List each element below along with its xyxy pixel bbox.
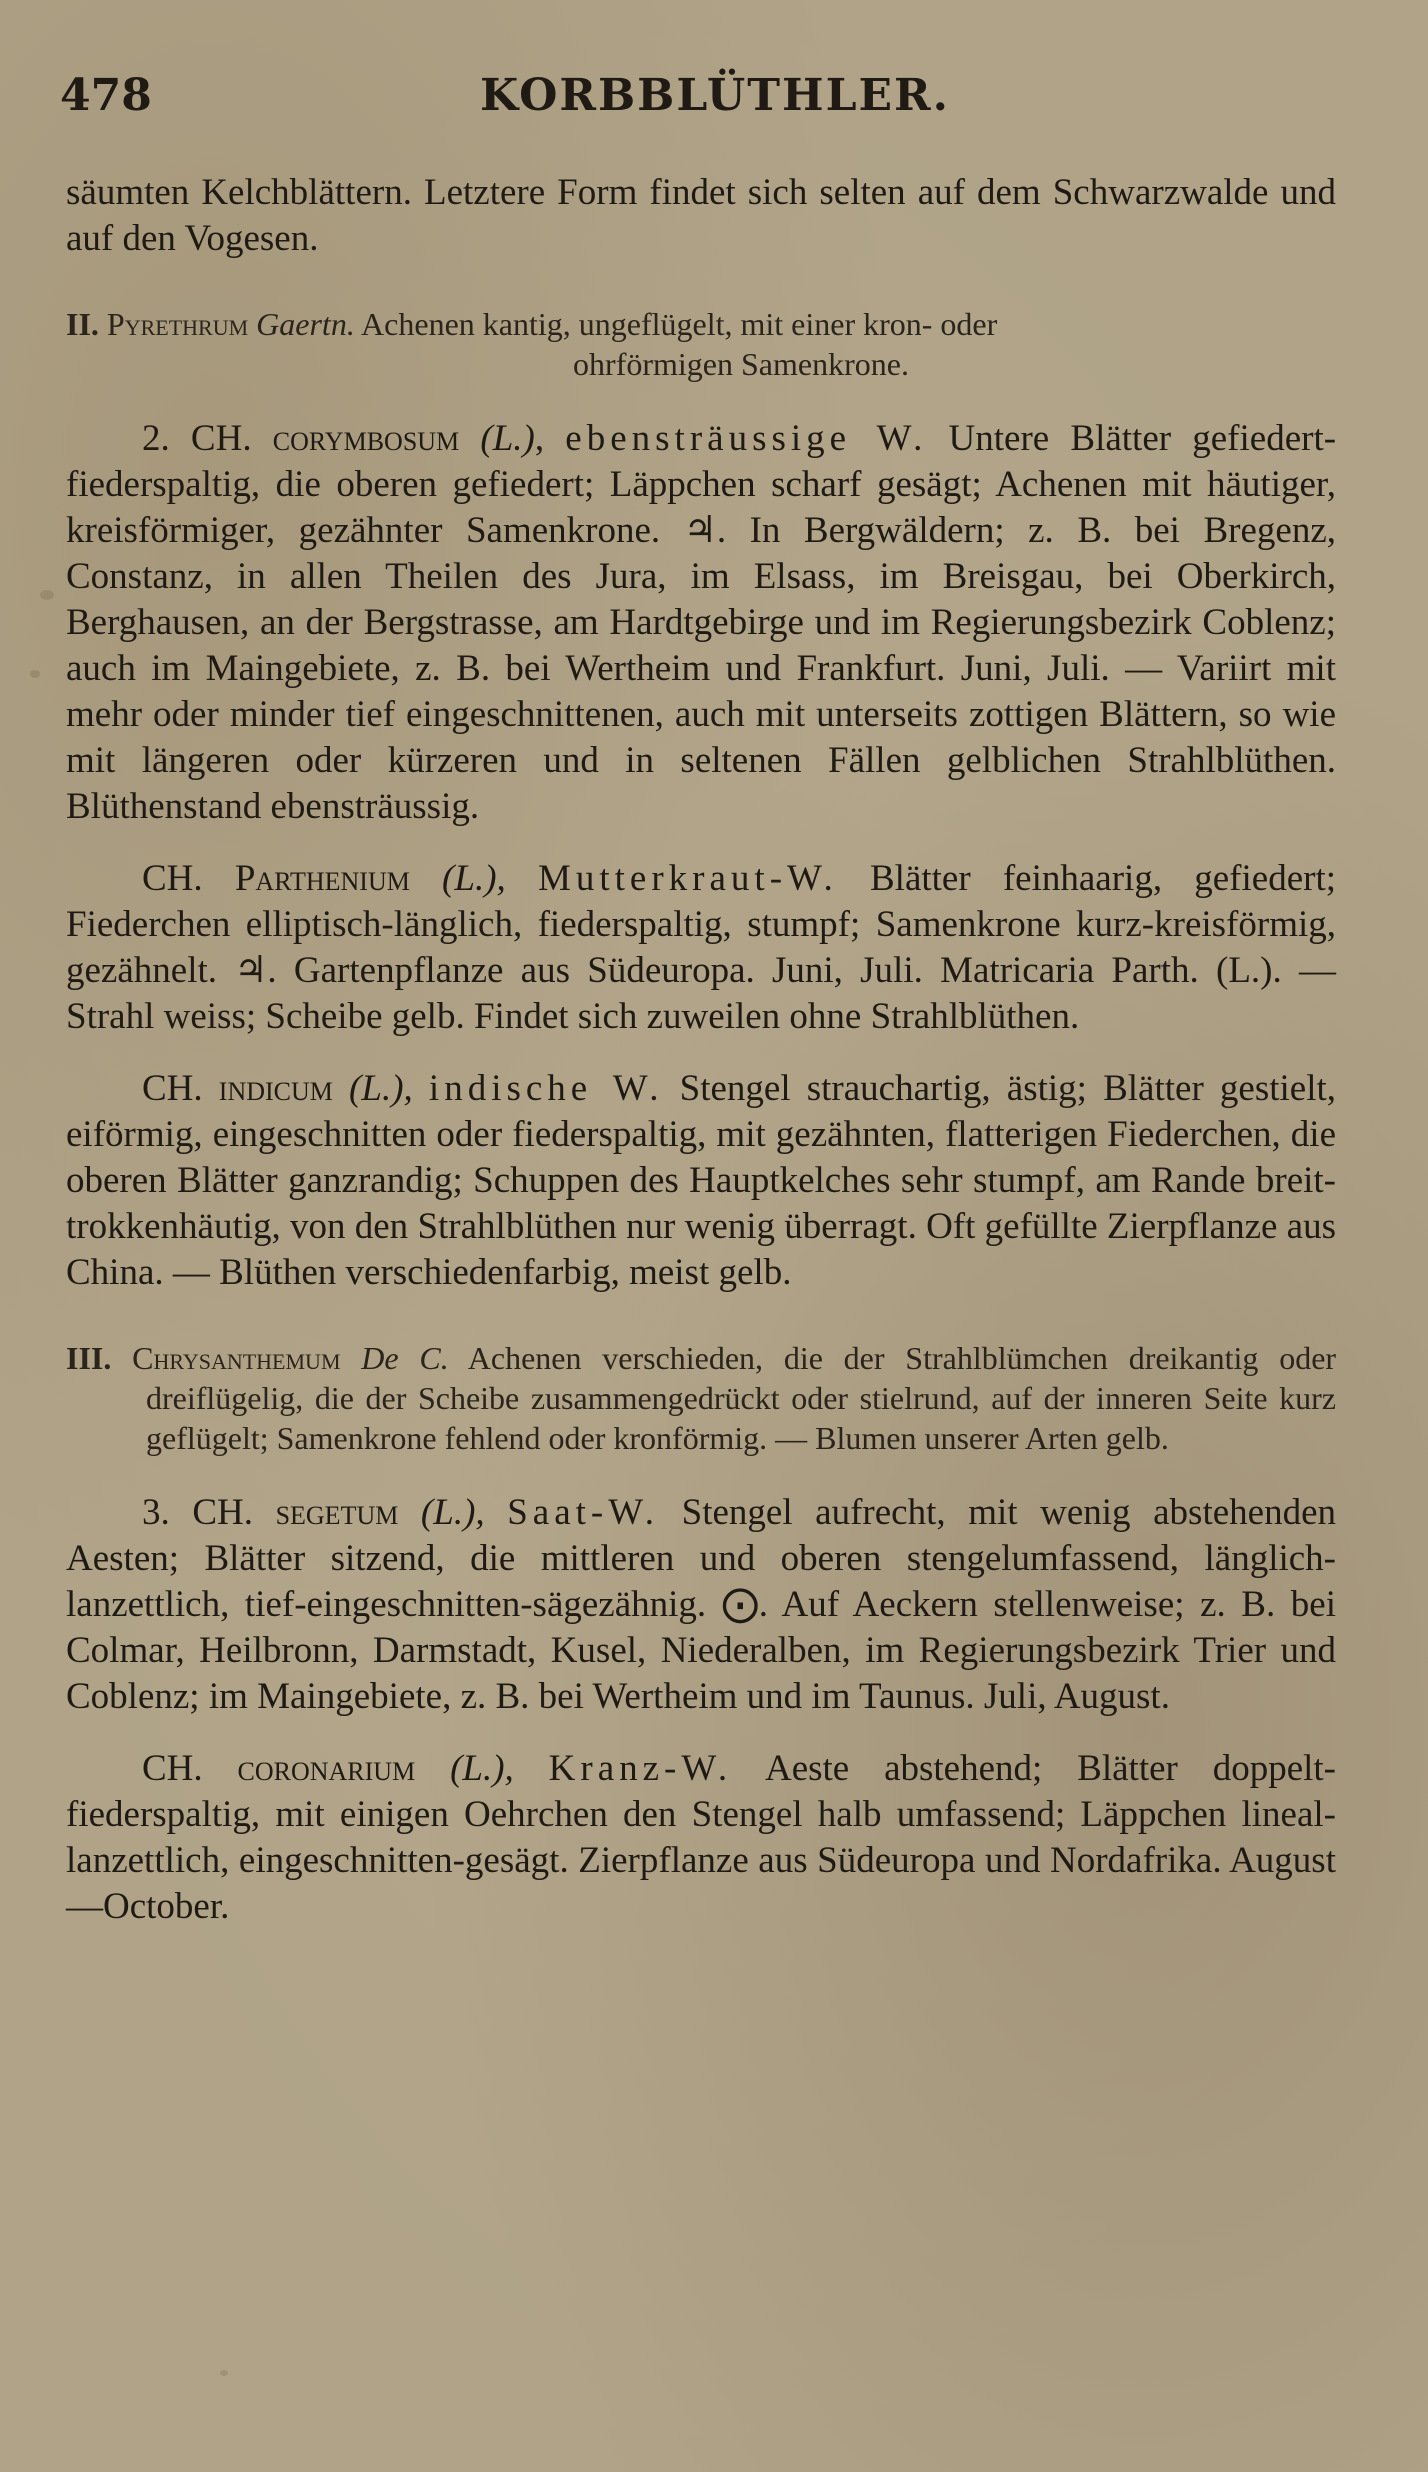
entry-number: CH. <box>142 1068 203 1109</box>
species-entry-indicum <box>66 1066 1336 1296</box>
running-head: KORBBLÜTHLER. <box>480 70 950 121</box>
continuation-paragraph: säumten Kelchblättern. Letztere Form findet sich selten auf dem Schwarzwalde und auf den Vogesen. <box>66 172 1336 259</box>
common-name: Saat-W. <box>507 1492 660 1533</box>
page-number: 478 <box>60 70 152 121</box>
species-description: Untere Blätter gefiedert-fiederspaltig, die oberen gefiedert; Läppchen scharf gesägt; Achenen mit häutiger, kreisförmiger, gezähnter Samenkrone. ♃. In Bergwäldern; z. B. bei Bregenz, Constanz, in allen Theilen des Jura, im Elsass, im Breisgau, bei Oberkirch, Berghausen, an der Bergstrasse, am Hardtgebirge und im Regierungsbezirk Coblenz; auch im Maingebiete, z. B. bei Wertheim und Frankfurt. Juni, Juli. — Variirt mit mehr oder minder tief eingeschnittenen, auch mit unterseits zottigen Blättern, so wie mit längeren oder kürzeren und in seltenen Fällen gelblichen Strahlblüthen. Blüthenstand ebensträussig. <box>66 418 1337 827</box>
species-author: (L.), <box>450 1748 514 1789</box>
species-name: Parthenium <box>234 858 410 899</box>
species-name: indicum <box>218 1068 333 1109</box>
common-name: indische W. <box>428 1068 664 1109</box>
paper-spot <box>220 2370 228 2376</box>
paper-spot <box>40 590 54 600</box>
paper-spot <box>30 670 40 678</box>
species-entry-corymbosum: 2. CH. corymbosum (L.), ebensträussige W. Untere Blätter gefiedert-fiederspaltig, die oberen gefiedert; Läppchen scharf gesägt; Achenen mit häutiger, kreisförmiger, gezähnter Samenkrone. ♃. In Bergwäldern; z. B. bei Bregenz, Constanz, in allen Theilen des Jura, im Elsass, im Breisgau, bei Oberkirch, Berghausen, an der Bergstrasse, am Hardtgebirge und im Regierungsbezirk Coblenz; auch im Maingebiete, z. B. bei Wertheim und Frankfurt. Juni, Juli. — Variirt mit mehr oder minder tief eingeschnittenen, auch mit unterseits zottigen Blättern, so wie mit längeren oder kürzeren und in seltenen Fällen gelblichen Strahlblüthen. Blüthenstand ebensträussig. <box>66 418 1337 827</box>
species-description: Aeste abstehend; Blätter doppelt-fiederspaltig, mit einigen Oehrchen den Stengel halb umfassend; Läppchen lineal-lanzettlich, eingeschnitten-gesägt. Zierpflanze aus Südeuropa und Nordafrika. August—October. <box>66 1748 1336 1927</box>
species-name: corymbosum <box>272 418 460 459</box>
entry-number: CH. <box>142 858 203 899</box>
species-author: (L.) <box>480 418 535 459</box>
species-author: (L.), <box>420 1492 485 1533</box>
common-name: Kranz-W. <box>548 1748 733 1789</box>
page-header <box>60 70 1370 140</box>
genus-name: Pyrethrum <box>106 306 249 342</box>
entry-number: CH. <box>142 1748 203 1789</box>
section-numeral: III. <box>66 1340 112 1376</box>
section-numeral: II. <box>66 306 99 342</box>
common-name: Mutterkraut-W. <box>537 858 838 899</box>
entry-number: 3. CH. <box>142 1492 253 1533</box>
entry-number: 2. CH. <box>142 418 252 459</box>
species-description: Blätter feinhaarig, gefiedert; Fiederchen elliptisch-länglich, fiederspaltig, stumpf; Samenkrone kurz-kreisförmig, gezähnelt. ♃. Gartenpflanze aus Südeuropa. Juni, Juli. Matricaria Parth. (L.). — Strahl weiss; Scheibe gelb. Findet sich zuweilen ohne Strahlblüthen. <box>66 858 1337 1037</box>
species-author: (L.), <box>349 1068 413 1109</box>
genus-author: De C. <box>361 1340 449 1376</box>
species-author: (L.), <box>442 858 506 899</box>
species-description: Stengel aufrecht, mit wenig abstehenden Aesten; Blätter sitzend, die mittleren und oberen stengelumfassend, länglich-lanzettlich, tief-eingeschnitten-sägezähnig. ⨀. Auf Aeckern stellenweise; z. B. bei Colmar, Heilbronn, Darmstadt, Kusel, Niederalben, im Regierungsbezirk Trier und Coblenz; im Maingebiete, z. B. bei Wertheim und im Taunus. Juli, August. <box>66 1492 1336 1717</box>
genus-name: Chrysanthemum <box>132 1340 341 1376</box>
species-name: segetum <box>275 1492 399 1533</box>
section-description: Achenen kantig, ungeflügelt, mit einer kron- oder <box>361 306 998 342</box>
species-name: coronarium <box>237 1748 416 1789</box>
section-description-continued: ohrförmigen Samenkrone. <box>573 346 909 382</box>
species-description: Stengel strauchartig, ästig; Blätter gestielt, eiförmig, eingeschnitten oder fiederspaltig, mit gezähnten, flatterigen Fiederchen, die oberen Blätter ganzrandig; Schuppen des Hauptkelches sehr stumpf, am Rande breit-trokkenhäutig, von den Strahlblüthen nur wenig überragt. Oft gefüllte Zierpflanze aus China. — Blüthen verschiedenfarbig, meist gelb. <box>66 1068 1337 1293</box>
genus-author: Gaertn. <box>256 306 355 342</box>
section-heading-pyrethrum <box>66 304 1336 384</box>
common-name: ebensträussige W. <box>565 418 928 459</box>
section-heading-chrysanthemum <box>66 1338 1336 1458</box>
species-entry-parthenium <box>66 856 1336 1040</box>
species-entry-segetum <box>66 1490 1336 1720</box>
species-entry-coronarium <box>66 1746 1336 1930</box>
section-description: Achenen verschieden, die der Strahlblümchen dreikantig oder dreiflügelig, die der Scheibe zusammengedrückt oder stielrund, auf der inneren Seite kurz geflügelt; Samenkrone fehlend oder kronförmig. — Blumen unserer Arten gelb. <box>146 1340 1337 1456</box>
page-body <box>66 170 1336 1930</box>
